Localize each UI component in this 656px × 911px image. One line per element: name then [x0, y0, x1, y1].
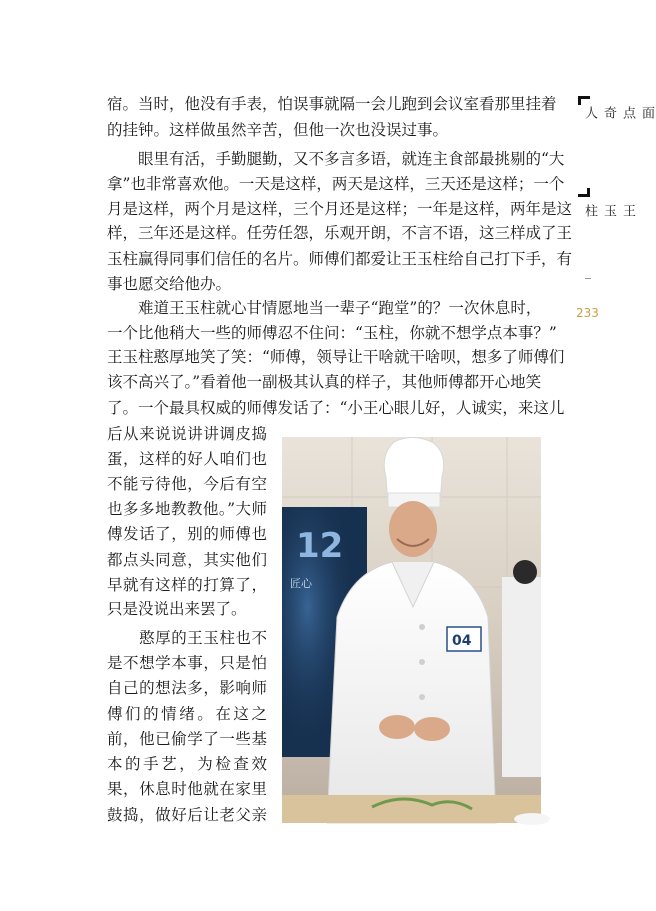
body-line: 样，三年还是这样。任劳任怨，乐观开朗，不言不语，这三样成了王 [107, 224, 573, 242]
body-line: 自己的想法多，影响师 [107, 679, 267, 697]
page-number: 233 [576, 306, 599, 320]
body-line: 本的手艺，为检查效 [107, 755, 267, 773]
body-line: 憨厚的王玉柱也不 [107, 629, 267, 647]
body-line: 了。一个最具权威的师傅发话了：“小王心眼儿好，人诚实，来这儿 [107, 399, 565, 417]
body-line: 都点头同意，其实他们 [107, 551, 267, 569]
body-line: 蛋，这样的好人咱们也 [107, 450, 267, 468]
body-line: 果，休息时他就在家里 [107, 780, 267, 798]
body-line: 前，他已偷学了一些基 [107, 730, 267, 748]
body-line: 鼓捣，做好后让老父亲 [107, 806, 267, 824]
body-line: 也多多地教教他。”大师 [107, 500, 267, 518]
chapter-name: 王玉柱 [582, 204, 635, 224]
body-line: 一个比他稍大一些的师傅忍不住问：“玉柱，你就不想学点本事？” [107, 324, 557, 342]
bracket-bottom [578, 194, 590, 197]
body-line: 傅们的情绪。在这之 [107, 705, 267, 723]
body-line: 早就有这样的打算了， [107, 576, 267, 594]
body-line: 月是这样，两个月是这样，三个月还是这样；一年是这样，两年是这 [107, 200, 573, 218]
backdrop-caption: 匠心 [290, 577, 312, 590]
body-line: 事也愿交给他办。 [107, 275, 232, 293]
body-line: 是不想学本事，只是怕 [107, 654, 267, 672]
body-line: 傅发话了，别的师傅也 [107, 525, 267, 543]
separator [585, 278, 591, 279]
body-line: 难道王玉柱就心甘情愿地当一辈子“跑堂”的？一次休息时， [107, 299, 542, 317]
bracket-top [578, 96, 590, 99]
body-line: 拿”也非常喜欢他。一天是这样，两天是这样，三天还是这样；一个 [107, 175, 565, 193]
backdrop-number: 12 [296, 526, 344, 566]
body-line: 的挂钟。这样做虽然辛苦，但他一次也没误过事。 [107, 121, 449, 139]
chef-number-badge: 04 [452, 633, 472, 649]
section-title: 面点奇人 [582, 106, 654, 126]
body-line: 不能亏待他，今后有空 [107, 475, 267, 493]
body-line: 玉柱赢得同事们信任的名片。师傅们都爱让王玉柱给自己打下手，有 [107, 250, 573, 268]
body-line: 宿。当时，他没有手表，怕误事就隔一会儿跑到会议室看那里挂着 [107, 95, 557, 113]
chef-photo [282, 437, 541, 823]
body-line: 王玉柱憨厚地笑了笑：“师傅，领导让干啥就干啥呗，想多了师傅们 [107, 348, 565, 366]
body-line: 眼里有活，手勤腿勤，又不多言多语，就连主食部最挑剔的“大 [107, 150, 565, 168]
body-line: 只是没说出来罢了。 [107, 600, 247, 618]
body-line: 该不高兴了。”看着他一副极其认真的样子，其他师傅都开心地笑 [107, 373, 542, 391]
chef-photo-illustration [282, 437, 541, 823]
body-line: 后从来说说讲讲调皮捣 [107, 425, 267, 443]
